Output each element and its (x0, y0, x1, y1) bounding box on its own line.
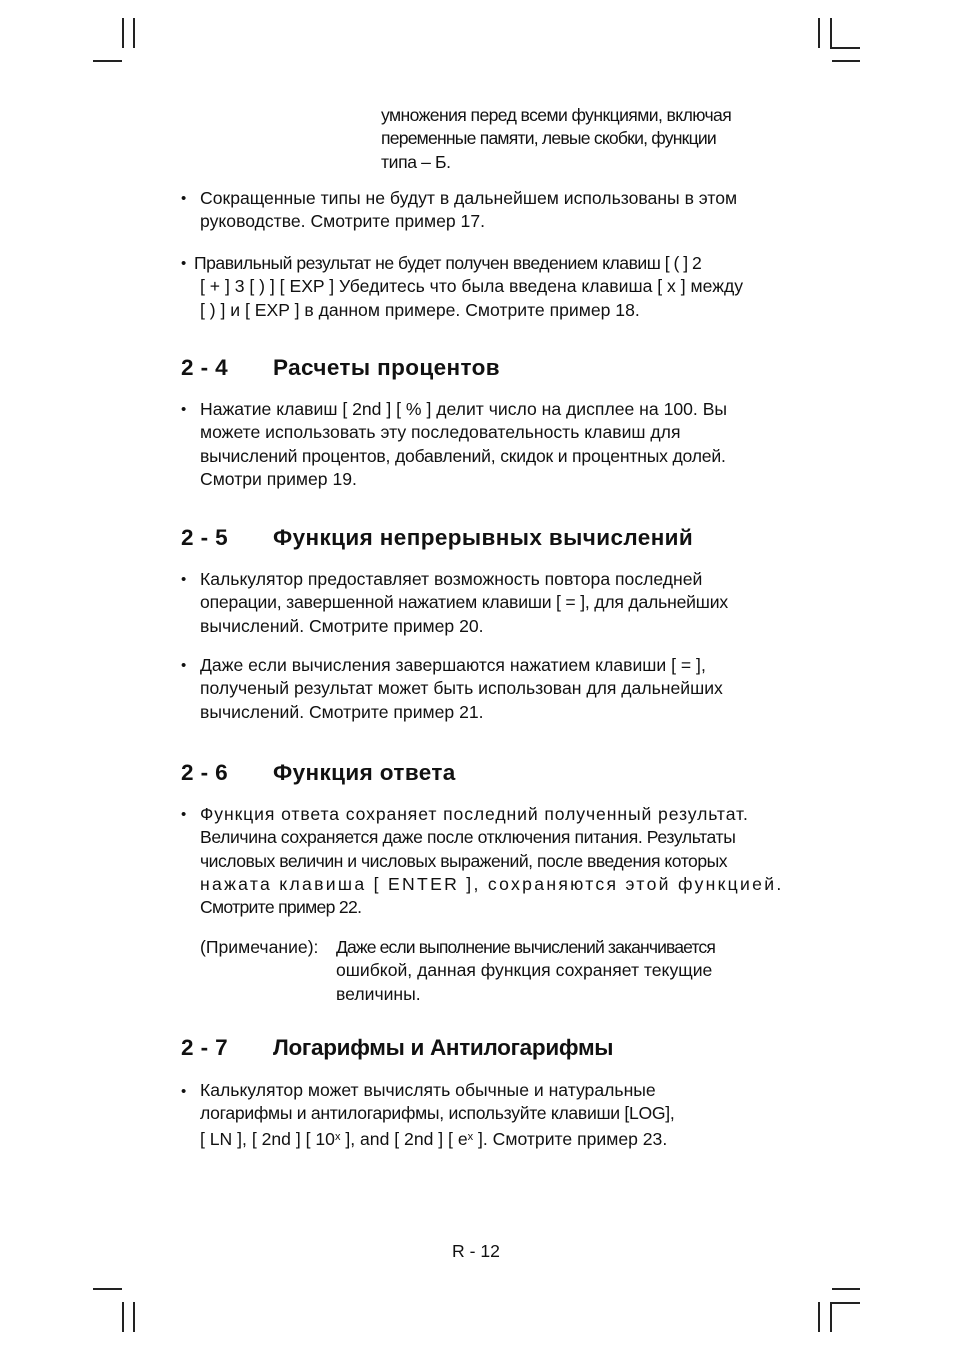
text-line: Даже если вычисления завершаются нажатием клавиши [ = ], (200, 655, 706, 675)
crop-mark-bl-v1 (122, 1302, 124, 1332)
bullet-abbreviated-types (200, 187, 737, 234)
note-text (336, 936, 715, 1006)
text-line: операции, завершенной нажатием клавиши [ = ], для дальнейших (200, 592, 728, 613)
bullet-marker: • (181, 657, 187, 674)
text-line: числовых величин и числовых выражений, после введения которых (200, 850, 728, 871)
text-line: величины. (336, 983, 421, 1004)
text-line: вычислений. Смотрите пример 21. (200, 701, 484, 722)
section-number: 2 - 4 (181, 355, 229, 380)
section-heading-2-5 (181, 525, 693, 551)
crop-mark-tr-h2 (832, 60, 860, 62)
section-title: Функция ответа (273, 760, 456, 785)
superscript-x: x (334, 1130, 341, 1143)
crop-mark-tr-v2 (830, 18, 832, 48)
crop-mark-br-v2 (830, 1302, 832, 1332)
intro-paragraph (381, 104, 731, 174)
text-line: Сокращенные типы не будут в дальнейшем использованы в этом (200, 188, 738, 208)
bullet-marker: • (181, 806, 187, 823)
section-number: 2 - 7 (181, 1035, 229, 1060)
text-line: типа – Б. (381, 151, 451, 172)
bullet-marker: • (181, 401, 187, 418)
section-heading-2-4 (181, 355, 500, 381)
text-line: Величина сохраняется даже после отключения питания. Результаты (200, 827, 736, 848)
text-line: [ + ] 3 [ ) ] [ EXP ] Убедитесь что была введена клавиша [ x ] между (200, 276, 744, 297)
text-line: полученый результат может быть использован для дальнейших (200, 678, 723, 699)
crop-mark-bl-v2 (133, 1302, 135, 1332)
superscript-x: x (467, 1130, 474, 1143)
text-line: Нажатие клавиш [ 2nd ] [ % ] делит число на дисплее на 100. Вы (200, 399, 728, 419)
section-title: Расчеты процентов (273, 355, 501, 380)
bullet-answer-function (200, 803, 784, 919)
section-title: Функция непрерывных вычислений (273, 525, 694, 550)
bullet-marker: • (181, 190, 187, 207)
crop-mark-br-h2 (830, 1302, 860, 1304)
page-number: R - 12 (452, 1241, 500, 1261)
section-heading-2-7 (181, 1035, 613, 1061)
crop-mark-tl-h (93, 60, 122, 62)
text-line: Функция ответа сохраняет последний полученный результат. (200, 804, 749, 824)
bullet-logarithms (200, 1079, 674, 1151)
text-line: умножения перед всеми функциями, включая (381, 105, 732, 125)
text-line: руководстве. Смотрите пример 17. (200, 211, 485, 232)
crop-mark-tl-v1 (122, 18, 124, 48)
text-line: Даже если выполнение вычислений заканчивается (336, 937, 715, 957)
text-line: можете использовать эту последовательность клавиш для (200, 422, 681, 443)
bullet-marker: • (181, 1083, 187, 1100)
text-line: Смотрите пример 22. (200, 897, 362, 918)
text-line: Калькулятор может вычислять обычные и натуральные (200, 1080, 656, 1100)
text-line: Смотри пример 19. (200, 468, 357, 489)
bullet-marker: • (181, 571, 187, 588)
section-number: 2 - 6 (181, 760, 229, 785)
text-line: вычислений. Смотрите пример 20. (200, 615, 484, 636)
crop-mark-tl-v2 (133, 18, 135, 48)
text-line: Правильный результат не будет получен введением клавиш [ ( ] 2 (194, 253, 702, 273)
section-heading-2-6 (181, 760, 456, 786)
text-line: логарифмы и антилогарифмы, используйте клавиши [LOG], (200, 1103, 675, 1124)
crop-mark-bl-h (93, 1288, 122, 1290)
bullet-percent (200, 398, 727, 491)
text-line: [ ) ] и [ EXP ] в данном примере. Смотрите пример 18. (200, 299, 640, 320)
crop-mark-br-v1 (818, 1302, 820, 1332)
note-label: (Примечание): (200, 937, 319, 957)
text-line: ошибкой, данная функция сохраняет текущие (336, 960, 713, 981)
crop-mark-br-h1 (832, 1288, 860, 1290)
section-number: 2 - 5 (181, 525, 229, 550)
bullet-equals-result (200, 654, 723, 724)
bullet-continuous-calc (200, 568, 728, 638)
crop-mark-tr-h1 (830, 47, 860, 49)
text-line: Калькулятор предоставляет возможность повтора последней (200, 569, 703, 589)
text-line: нажата клавиша [ ENTER ], сохраняются этой функцией. (200, 873, 784, 894)
text-line-keys: [ LN ], [ 2nd ] [ 10$^x$ ], and [ 2nd ] [ $e^x$ ]. Смотрите пример 23. (200, 1128, 668, 1149)
bullet-correct-result (194, 252, 743, 322)
text-line: переменные памяти, левые скобки, функции (381, 128, 716, 149)
crop-mark-tr-v1 (818, 18, 820, 48)
bullet-marker: • (181, 255, 187, 272)
text-line: вычислений процентов, добавлений, скидок и процентных долей. (200, 445, 726, 466)
section-title: Логарифмы и Антилогарифмы (273, 1035, 614, 1060)
